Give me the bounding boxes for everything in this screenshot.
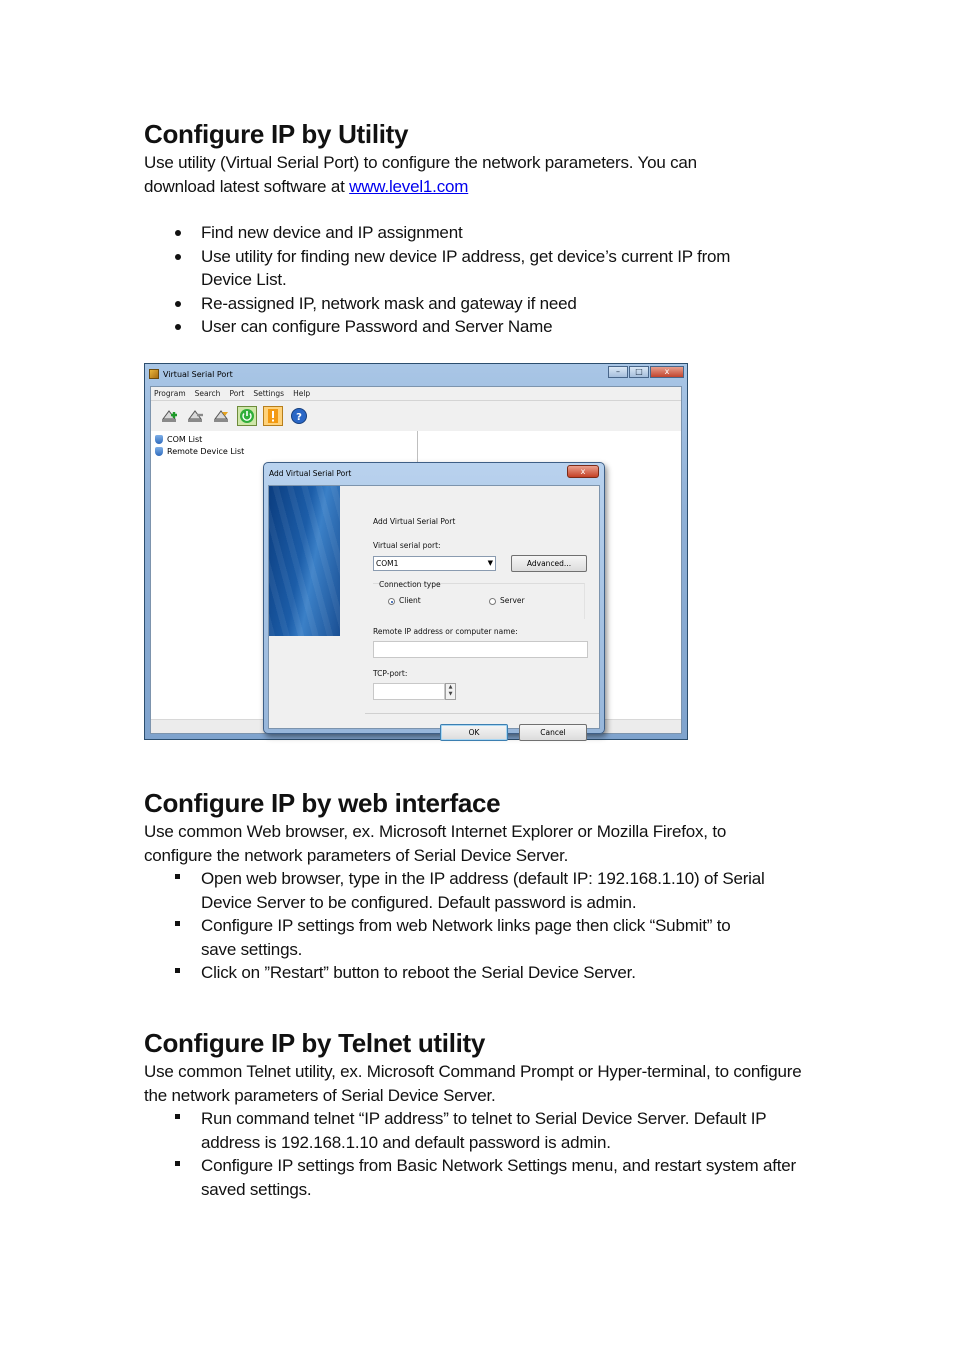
advanced-button[interactable]: Advanced...	[511, 555, 587, 572]
window-titlebar	[149, 367, 233, 381]
svg-text:?: ?	[296, 412, 302, 423]
menu-help[interactable]: Help	[293, 389, 311, 398]
tcp-port-input[interactable]	[373, 683, 445, 700]
edit-port-icon[interactable]	[211, 406, 231, 426]
serial-port-value: COM1	[376, 559, 399, 568]
intro-utility-line1: Use utility (Virtual Serial Port) to configure the network parameters. You can	[144, 153, 697, 172]
cancel-button[interactable]: Cancel	[519, 724, 587, 741]
window-title: Virtual Serial Port	[163, 369, 233, 379]
minimize-button[interactable]: –	[608, 366, 628, 378]
connection-type-label: Connection type	[379, 580, 441, 589]
dialog-divider	[365, 713, 599, 714]
tree-item-label: Remote Device List	[167, 446, 245, 456]
menubar	[151, 387, 681, 401]
utility-bullets	[144, 221, 784, 339]
menu-port[interactable]: Port	[229, 389, 245, 398]
maximize-button[interactable]: □	[629, 366, 649, 378]
intro-utility	[144, 151, 824, 198]
list-item: Find new device and IP assignment	[144, 221, 784, 245]
dialog-title: Add Virtual Serial Port	[269, 469, 352, 478]
list-item: User can configure Password and Server Name	[144, 315, 784, 339]
power-icon[interactable]	[237, 406, 257, 426]
section-utility	[144, 118, 824, 339]
heading-telnet: Configure IP by Telnet utility	[144, 1028, 486, 1058]
serial-port-label: Virtual serial port:	[373, 541, 441, 550]
tree-item-com-list[interactable]	[155, 433, 244, 445]
client-label: Client	[399, 596, 421, 605]
intro-telnet: Use common Telnet utility, ex. Microsoft Command Prompt or Hyper-terminal, to configure the network parameters of Serial Device Server.	[144, 1062, 802, 1105]
port-icon	[155, 435, 163, 444]
device-tree	[155, 433, 244, 457]
server-label: Server	[500, 596, 525, 605]
vsp-window-screenshot	[144, 363, 688, 740]
client-radio[interactable]	[388, 598, 395, 605]
tcp-port-label: TCP-port:	[373, 669, 408, 678]
menu-search[interactable]: Search	[194, 389, 221, 398]
dialog-body	[268, 485, 600, 737]
warning-icon[interactable]	[263, 406, 283, 426]
app-icon	[149, 369, 159, 379]
list-item: Configure IP settings from Basic Network Settings menu, and restart system after saved settings.	[144, 1154, 814, 1201]
list-item: Re-assigned IP, network mask and gateway if need	[144, 292, 784, 316]
list-item: Click on ”Restart” button to reboot the Serial Device Server.	[144, 961, 809, 985]
menu-program[interactable]: Program	[154, 389, 186, 398]
window-controls	[607, 366, 684, 378]
ok-button[interactable]: OK	[440, 724, 508, 741]
dialog-close-button[interactable]: x	[567, 465, 599, 478]
telnet-bullets	[144, 1107, 814, 1201]
port-icon	[155, 447, 163, 456]
remote-ip-input[interactable]	[373, 641, 588, 658]
chevron-down-icon: ▼	[487, 559, 493, 567]
help-icon[interactable]	[289, 406, 309, 426]
list-item: Use utility for finding new device IP address, get device’s current IP from Device List.	[144, 245, 784, 292]
level1-link[interactable]: www.level1.com	[349, 176, 469, 196]
section-telnet	[144, 1027, 824, 1201]
heading-web-interface: Configure IP by web interface	[144, 788, 501, 818]
menu-settings[interactable]: Settings	[253, 389, 285, 398]
heading-utility: Configure IP by Utility	[144, 119, 409, 149]
wizard-banner-image	[269, 486, 340, 636]
close-button[interactable]: x	[650, 366, 684, 378]
serial-port-select[interactable]	[373, 556, 496, 571]
window-content	[150, 386, 682, 737]
list-item: Run command telnet “IP address” to telnet to Serial Device Server. Default IP address is 192.168.1.10 and default password is admin.	[144, 1107, 814, 1154]
intro-utility-line2: download latest software at	[144, 176, 350, 196]
add-port-icon[interactable]	[159, 406, 179, 426]
tree-item-remote-device-list[interactable]	[155, 445, 244, 457]
tree-item-label: COM List	[167, 434, 203, 444]
tcp-port-stepper[interactable]: ▲ ▼	[445, 683, 456, 700]
remove-port-icon[interactable]	[185, 406, 205, 426]
toolbar	[151, 401, 681, 432]
server-radio[interactable]	[489, 598, 496, 605]
list-item: Open web browser, type in the IP address (default IP: 192.168.1.10) of Serial Device Server to be configured. Default password is admin.	[144, 867, 809, 914]
section-web-interface	[144, 787, 824, 985]
dialog-header: Add Virtual Serial Port	[373, 517, 456, 526]
intro-web-interface: Use common Web browser, ex. Microsoft Internet Explorer or Mozilla Firefox, to configure the network parameters of Serial Device Server.	[144, 822, 727, 865]
remote-ip-label: Remote IP address or computer name:	[373, 627, 518, 636]
add-port-dialog	[263, 462, 605, 737]
web-interface-bullets	[144, 867, 809, 985]
list-item: Configure IP settings from web Network links page then click “Submit” to save settings.	[144, 914, 809, 961]
